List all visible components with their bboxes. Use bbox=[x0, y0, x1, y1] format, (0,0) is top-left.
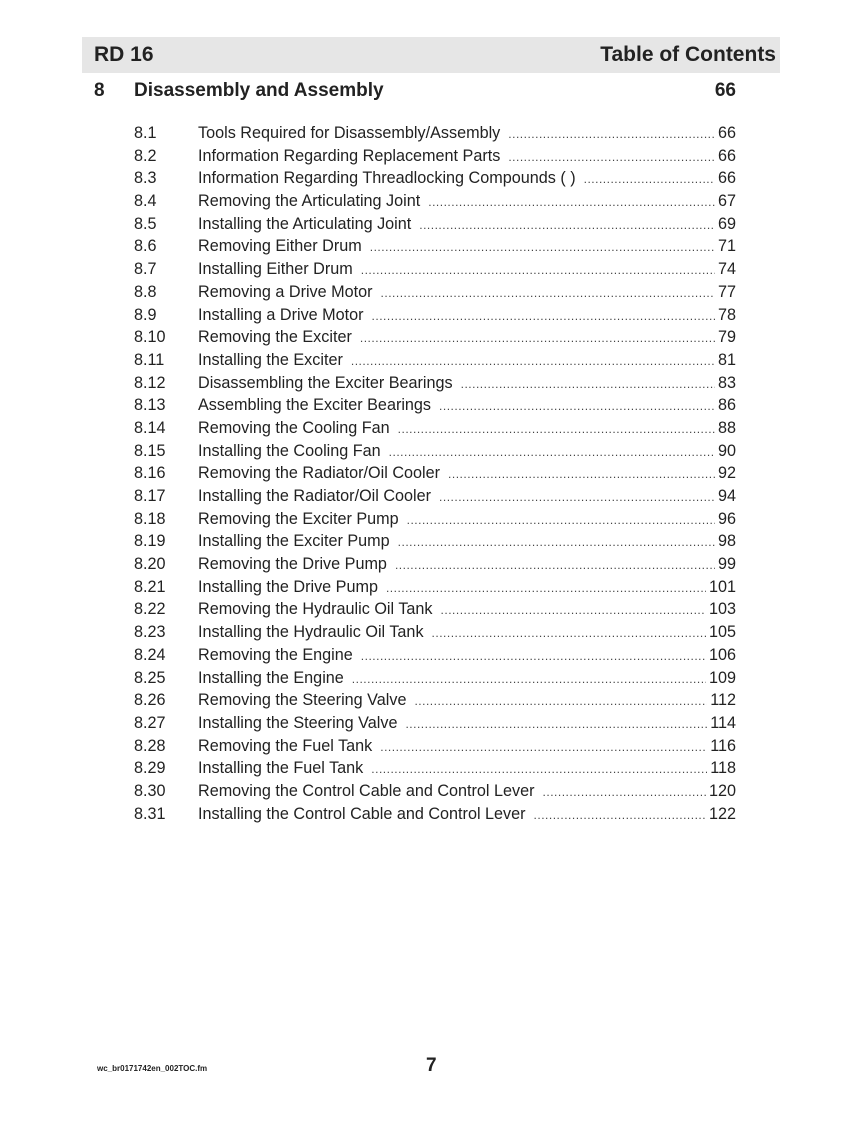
toc-leader-dots bbox=[508, 150, 715, 164]
chapter-title: Disassembly and Assembly bbox=[134, 80, 384, 101]
toc-entry-number: 8.24 bbox=[134, 645, 166, 664]
toc-entry-title: Disassembling the Exciter Bearings bbox=[198, 373, 453, 392]
toc-leader-dots bbox=[584, 172, 715, 186]
toc-entry-page: 66 bbox=[717, 146, 736, 165]
toc-entry[interactable] bbox=[134, 192, 736, 215]
toc-entry[interactable] bbox=[134, 124, 736, 147]
toc-entry-title: Removing the Drive Pump bbox=[198, 555, 387, 574]
toc-entry[interactable] bbox=[134, 237, 736, 260]
chapter-heading[interactable] bbox=[94, 80, 736, 106]
toc-leader-dots bbox=[352, 672, 706, 686]
toc-leader-dots bbox=[361, 263, 715, 277]
toc-entry-number: 8.11 bbox=[134, 350, 165, 369]
toc-entry[interactable] bbox=[134, 737, 736, 760]
toc-entry-page: 112 bbox=[710, 691, 736, 710]
toc-entry-number: 8.5 bbox=[134, 214, 157, 233]
toc-leader-dots bbox=[405, 717, 707, 731]
toc-entry[interactable] bbox=[134, 578, 736, 601]
toc-entry-number: 8.18 bbox=[134, 509, 166, 528]
toc-entry-page: 71 bbox=[717, 237, 736, 256]
toc-entry-title: Removing the Exciter Pump bbox=[198, 509, 399, 528]
toc-entry-title: Installing the Exciter bbox=[198, 350, 343, 369]
toc-entry-title: Installing the Radiator/Oil Cooler bbox=[198, 487, 432, 505]
footer-page-number: 7 bbox=[426, 1055, 437, 1076]
toc-entry-title: Removing a Drive Motor bbox=[198, 282, 373, 301]
toc-entry-page: 116 bbox=[710, 736, 736, 755]
toc-entry-number: 8.17 bbox=[134, 487, 166, 505]
toc-leader-dots bbox=[461, 377, 715, 391]
toc-leader-dots bbox=[432, 626, 706, 640]
toc-entry[interactable] bbox=[134, 510, 736, 533]
chapter-page: 66 bbox=[714, 80, 736, 101]
toc-entry-page: 83 bbox=[717, 373, 736, 392]
toc-entry[interactable] bbox=[134, 714, 736, 737]
toc-entry[interactable] bbox=[134, 487, 736, 510]
toc-entry-title: Installing Either Drum bbox=[198, 260, 353, 279]
toc-entry-title: Installing the Cooling Fan bbox=[198, 441, 381, 460]
toc-entry-title: Assembling the Exciter Bearings bbox=[198, 396, 432, 415]
toc-entry-number: 8.10 bbox=[134, 328, 166, 347]
toc-entry[interactable] bbox=[134, 759, 736, 782]
toc-entry-page: 66 bbox=[717, 124, 736, 142]
toc-entry-title: Removing the Articulating Joint bbox=[198, 192, 421, 211]
toc-leader-dots bbox=[371, 762, 707, 776]
toc-leader-dots bbox=[534, 808, 706, 822]
toc-entry[interactable] bbox=[134, 419, 736, 442]
toc-entry-page: 90 bbox=[717, 441, 736, 460]
toc-entry-page: 98 bbox=[717, 532, 736, 551]
toc-entry[interactable] bbox=[134, 169, 736, 192]
toc-leader-dots bbox=[414, 694, 707, 708]
toc-entry-number: 8.20 bbox=[134, 555, 166, 574]
toc-leader-dots bbox=[439, 490, 715, 504]
toc-entry-number: 8.8 bbox=[134, 282, 157, 301]
toc-leader-dots bbox=[439, 399, 715, 413]
toc-entry-title: Information Regarding Replacement Parts bbox=[198, 146, 501, 165]
toc-entry-page: 86 bbox=[717, 396, 736, 415]
toc-entry[interactable] bbox=[134, 623, 736, 646]
toc-entry-page: 122 bbox=[708, 804, 736, 823]
toc-entry-title: Installing the Steering Valve bbox=[198, 713, 398, 732]
footer-filename: wc_br0171742en_002TOC.fm bbox=[97, 1064, 208, 1073]
toc-entry-title: Installing a Drive Motor bbox=[198, 305, 364, 324]
toc-entry-number: 8.31 bbox=[134, 804, 166, 823]
toc-entry-page: 78 bbox=[717, 305, 736, 324]
toc-entry-title: Removing the Steering Valve bbox=[198, 691, 407, 710]
toc-entry-number: 8.26 bbox=[134, 691, 166, 710]
toc-entry-title: Installing the Hydraulic Oil Tank bbox=[198, 623, 424, 642]
toc-leader-dots bbox=[407, 513, 715, 527]
toc-entry-page: 96 bbox=[717, 509, 736, 528]
toc-entry-title: Installing the Exciter Pump bbox=[198, 532, 390, 551]
toc-entry-number: 8.30 bbox=[134, 781, 166, 800]
toc-entry[interactable] bbox=[134, 215, 736, 238]
toc-entry-title: Removing Either Drum bbox=[198, 237, 362, 256]
toc-entry-number: 8.3 bbox=[134, 169, 157, 188]
toc-entry[interactable] bbox=[134, 600, 736, 623]
toc-entry[interactable] bbox=[134, 351, 736, 374]
toc-entry-title: Installing the Fuel Tank bbox=[198, 759, 364, 778]
toc-entry-page: 103 bbox=[708, 600, 736, 619]
toc-entry-number: 8.2 bbox=[134, 146, 157, 165]
toc-entry-title: Removing the Exciter bbox=[198, 328, 352, 347]
toc-leader-dots bbox=[448, 467, 715, 481]
toc-entry[interactable] bbox=[134, 805, 736, 828]
toc-entry-title: Installing the Drive Pump bbox=[198, 577, 378, 596]
toc-entry-number: 8.23 bbox=[134, 623, 166, 642]
toc-entry-page: 79 bbox=[717, 328, 736, 347]
toc-leader-dots bbox=[395, 558, 715, 572]
toc-entry[interactable] bbox=[134, 147, 736, 170]
toc-entry-number: 8.28 bbox=[134, 736, 166, 755]
toc-list bbox=[134, 124, 736, 827]
toc-entry[interactable] bbox=[134, 555, 736, 578]
toc-entry-number: 8.22 bbox=[134, 600, 166, 619]
toc-entry-title: Removing the Radiator/Oil Cooler bbox=[198, 464, 441, 483]
toc-entry-page: 94 bbox=[717, 487, 736, 505]
toc-entry-number: 8.25 bbox=[134, 668, 166, 687]
toc-entry-page: 106 bbox=[708, 645, 736, 664]
toc-entry[interactable] bbox=[134, 374, 736, 397]
toc-entry-number: 8.13 bbox=[134, 396, 166, 415]
toc-entry[interactable] bbox=[134, 442, 736, 465]
toc-entry-title: Installing the Control Cable and Control Lever bbox=[198, 804, 526, 823]
toc-entry[interactable] bbox=[134, 396, 736, 419]
toc-entry-number: 8.14 bbox=[134, 418, 166, 437]
toc-entry-page: 88 bbox=[717, 418, 736, 437]
toc-entry[interactable] bbox=[134, 691, 736, 714]
toc-entry-page: 74 bbox=[717, 260, 736, 279]
toc-entry-page: 66 bbox=[717, 169, 736, 188]
toc-entry[interactable] bbox=[134, 669, 736, 692]
toc-entry-title: Removing the Engine bbox=[198, 645, 353, 664]
toc-entry-page: 99 bbox=[717, 555, 736, 574]
toc-entry-number: 8.1 bbox=[134, 124, 157, 142]
toc-leader-dots bbox=[381, 286, 715, 300]
toc-entry-page: 81 bbox=[717, 350, 736, 369]
toc-leader-dots bbox=[543, 785, 706, 799]
toc-leader-dots bbox=[419, 218, 715, 232]
toc-entry-page: 69 bbox=[717, 214, 736, 233]
toc-entry[interactable] bbox=[134, 306, 736, 329]
toc-entry[interactable] bbox=[134, 260, 736, 283]
toc-entry[interactable] bbox=[134, 646, 736, 669]
toc-entry-number: 8.7 bbox=[134, 260, 157, 279]
toc-entry-number: 8.15 bbox=[134, 441, 166, 460]
chapter-number: 8 bbox=[94, 80, 105, 101]
toc-entry-title: Tools Required for Disassembly/Assembly bbox=[198, 124, 501, 142]
toc-entry-page: 120 bbox=[708, 781, 736, 800]
toc-entry-page: 101 bbox=[708, 577, 736, 596]
toc-leader-dots bbox=[380, 740, 707, 754]
toc-entry[interactable] bbox=[134, 283, 736, 306]
toc-entry[interactable] bbox=[134, 464, 736, 487]
toc-entry-number: 8.6 bbox=[134, 237, 157, 256]
toc-entry-number: 8.4 bbox=[134, 192, 157, 211]
toc-leader-dots bbox=[351, 354, 715, 368]
toc-entry-number: 8.27 bbox=[134, 713, 166, 732]
toc-entry[interactable] bbox=[134, 328, 736, 351]
toc-entry-page: 92 bbox=[717, 464, 736, 483]
toc-leader-dots bbox=[508, 127, 715, 141]
toc-entry-number: 8.29 bbox=[134, 759, 166, 778]
toc-entry-title: Removing the Fuel Tank bbox=[198, 736, 373, 755]
toc-entry-page: 114 bbox=[710, 713, 736, 732]
toc-entry-title: Removing the Control Cable and Control Lever bbox=[198, 781, 535, 800]
toc-leader-dots bbox=[428, 195, 715, 209]
toc-leader-dots bbox=[361, 649, 706, 663]
toc-leader-dots bbox=[389, 445, 715, 459]
toc-entry-title: Installing the Engine bbox=[198, 668, 344, 687]
toc-entry-number: 8.12 bbox=[134, 373, 166, 392]
toc-leader-dots bbox=[398, 422, 715, 436]
toc-entry-number: 8.9 bbox=[134, 305, 157, 324]
toc-leader-dots bbox=[372, 309, 715, 323]
page-title: Table of Contents bbox=[600, 43, 776, 66]
toc-leader-dots bbox=[441, 603, 706, 617]
toc-entry-title: Installing the Articulating Joint bbox=[198, 214, 412, 233]
toc-entry-page: 105 bbox=[708, 623, 736, 642]
toc-leader-dots bbox=[360, 331, 715, 345]
toc-entry-title: Removing the Cooling Fan bbox=[198, 418, 390, 437]
toc-leader-dots bbox=[386, 581, 706, 595]
toc-entry[interactable] bbox=[134, 782, 736, 805]
toc-leader-dots bbox=[370, 240, 715, 254]
toc-entry-number: 8.19 bbox=[134, 532, 166, 551]
toc-entry-title: Information Regarding Threadlocking Compounds ( ) bbox=[198, 169, 576, 188]
toc-entry-page: 77 bbox=[717, 282, 736, 301]
toc-entry-page: 109 bbox=[708, 668, 736, 687]
document-model: RD 16 bbox=[94, 43, 154, 66]
header-bar bbox=[82, 37, 780, 73]
toc-entry-title: Removing the Hydraulic Oil Tank bbox=[198, 600, 433, 619]
toc-entry-page: 67 bbox=[717, 192, 736, 211]
toc-entry[interactable] bbox=[134, 532, 736, 555]
toc-entry-number: 8.21 bbox=[134, 577, 166, 596]
toc-leader-dots bbox=[398, 535, 715, 549]
toc-entry-page: 118 bbox=[710, 759, 736, 778]
toc-entry-number: 8.16 bbox=[134, 464, 166, 483]
